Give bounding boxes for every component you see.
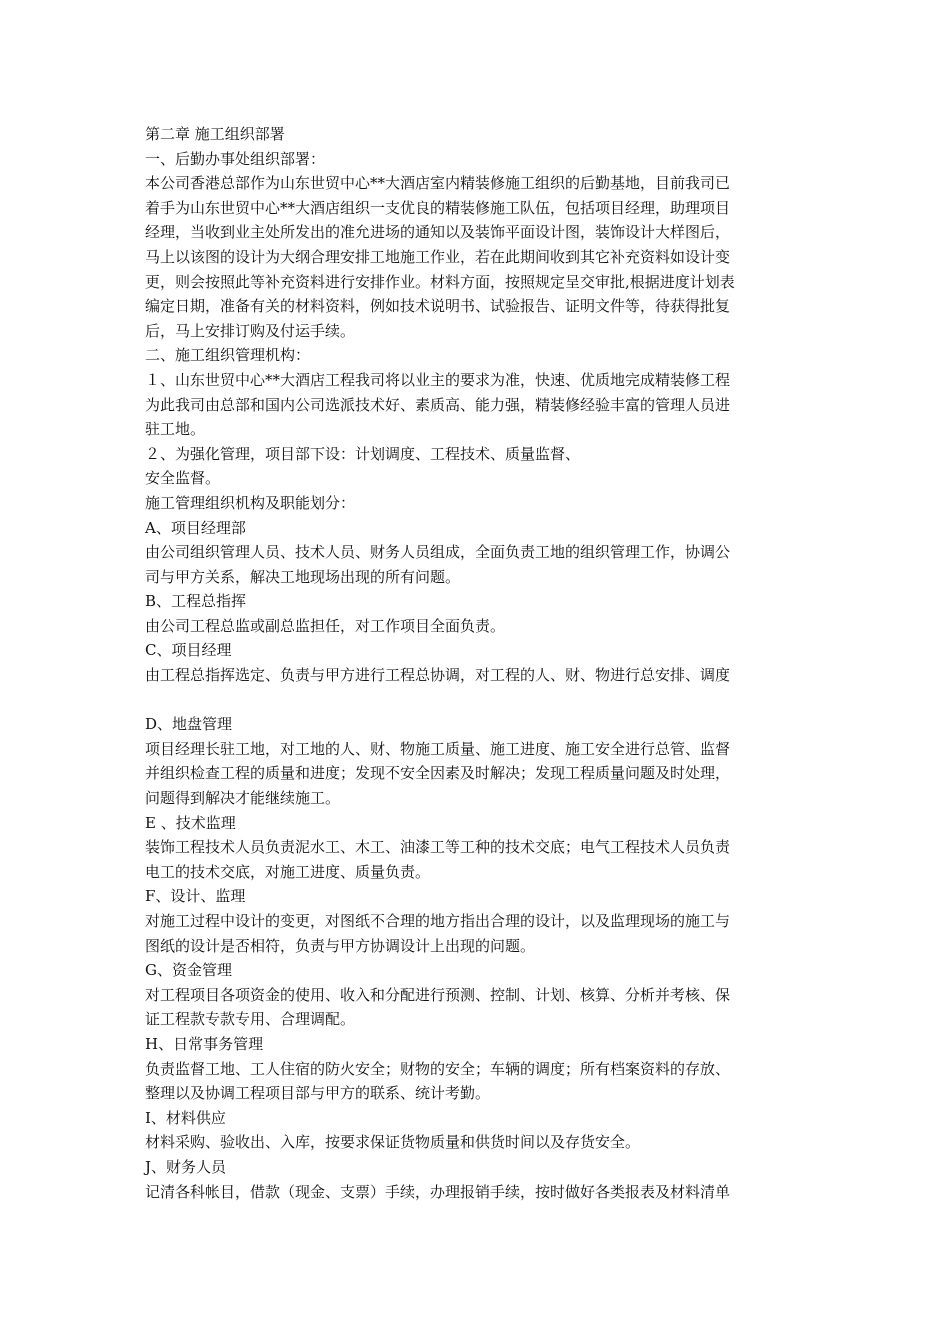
paragraph-line: 后，马上安排订购及付运手续。	[145, 321, 356, 340]
document-body	[145, 122, 815, 1204]
paragraph-line: 证工程款专款专用、合理调配。	[145, 1010, 356, 1029]
paragraph-line: 电工的技术交底，对施工进度、质量负责。	[145, 862, 431, 881]
paragraph-line: 司与甲方关系，解决工地现场出现的所有问题。	[145, 567, 461, 586]
item-heading: J、财务人员	[145, 1157, 227, 1176]
paragraph-line: １、山东世贸中心**大酒店工程我司将以业主的要求为准，快速、优质地完成精装修工程	[145, 370, 731, 389]
paragraph-line: 对施工过程中设计的变更，对图纸不合理的地方指出合理的设计，以及监理现场的施工与	[145, 912, 731, 930]
item-heading: A、项目经理部	[145, 518, 246, 537]
item-heading: H、日常事务管理	[145, 1034, 264, 1053]
paragraph-line: ２、为强化管理，项目部下设：计划调度、工程技术、质量监督、	[145, 444, 581, 463]
paragraph-line: 为此我司由总部和国内公司选派技术好、素质高、能力强，精装修经验丰富的管理人员进	[145, 395, 731, 414]
paragraph-line: 图纸的设计是否相符，负责与甲方协调设计上出现的问题。	[145, 936, 536, 955]
blank-line	[145, 688, 815, 713]
paragraph-line: 问题得到解决才能继续施工。	[145, 789, 341, 808]
item-heading: E 、技术监理	[145, 813, 236, 832]
paragraph-line: 由工程总指挥选定、负责与甲方进行工程总协调，对工程的人、财、物进行总安排、调度	[145, 666, 731, 685]
section-heading: 一、后勤办事处组织部署：	[145, 149, 326, 168]
item-heading: G、资金管理	[145, 961, 232, 980]
item-heading: B、工程总指挥	[145, 592, 247, 611]
paragraph-line: 驻工地。	[145, 420, 206, 439]
item-heading: I、材料供应	[145, 1108, 226, 1127]
paragraph-line: 着手为山东世贸中心**大酒店组织一支优良的精装修施工队伍，包括项目经理，助理项目	[145, 198, 731, 217]
paragraph-line: 编定日期，准备有关的材料资料，例如技术说明书、试验报告、证明文件等，待获得批复	[145, 297, 731, 316]
paragraph-line: 更，则会按照此等补充资料进行安排作业。材料方面，按照规定呈交审批,根据进度计划表	[145, 272, 735, 291]
paragraph-line: 材料采购、验收出、入库，按要求保证货物质量和供货时间以及存货安全。	[145, 1133, 641, 1152]
paragraph-line: 马上以该图的设计为大纲合理安排工地施工作业，若在此期间收到其它补充资料如设计变	[145, 247, 731, 266]
paragraph-line: 经理，当收到业主处所发出的准允进场的通知以及装饰平面设计图，装饰设计大样图后，	[145, 223, 731, 242]
chapter-title: 第二章 施工组织部署	[145, 125, 285, 143]
paragraph-line: 安全监督。	[145, 469, 221, 488]
paragraph-line: 项目经理长驻工地，对工地的人、财、物施工质量、施工进度、施工安全进行总管、监督	[145, 739, 731, 758]
paragraph-line: 装饰工程技术人员负责泥水工、木工、油漆工等工种的技术交底；电气工程技术人员负责	[145, 838, 731, 857]
item-heading: C、项目经理	[145, 641, 232, 660]
paragraph-line: 负责监督工地、工人住宿的防火安全；财物的安全；车辆的调度；所有档案资料的存放、	[145, 1059, 731, 1078]
paragraph-line: 整理以及协调工程项目部与甲方的联系、统计考勤。	[145, 1084, 491, 1103]
section-heading: 二、施工组织管理机构：	[145, 346, 311, 365]
paragraph-line: 由公司组织管理人员、技术人员、财务人员组成，全面负责工地的组织管理工作，协调公	[145, 543, 731, 562]
paragraph-line: 并组织检查工程的质量和进度；发现不安全因素及时解决；发现工程质量问题及时处理，	[145, 764, 731, 783]
paragraph-line: 本公司香港总部作为山东世贸中心**大酒店室内精装修施工组织的后勤基地，目前我司已	[145, 174, 731, 193]
paragraph-line: 记清各科帐目，借款（现金、支票）手续，办理报销手续，按时做好各类报表及材料清单	[145, 1182, 731, 1201]
subsection-heading: 施工管理组织机构及职能划分：	[145, 493, 356, 512]
item-heading: D、地盘管理	[145, 715, 233, 734]
item-heading: F、设计、监理	[145, 887, 246, 906]
paragraph-line: 对工程项目各项资金的使用、收入和分配进行预测、控制、计划、核算、分析并考核、保	[145, 985, 731, 1004]
paragraph-line: 由公司工程总监或副总监担任，对工作项目全面负责。	[145, 616, 506, 635]
